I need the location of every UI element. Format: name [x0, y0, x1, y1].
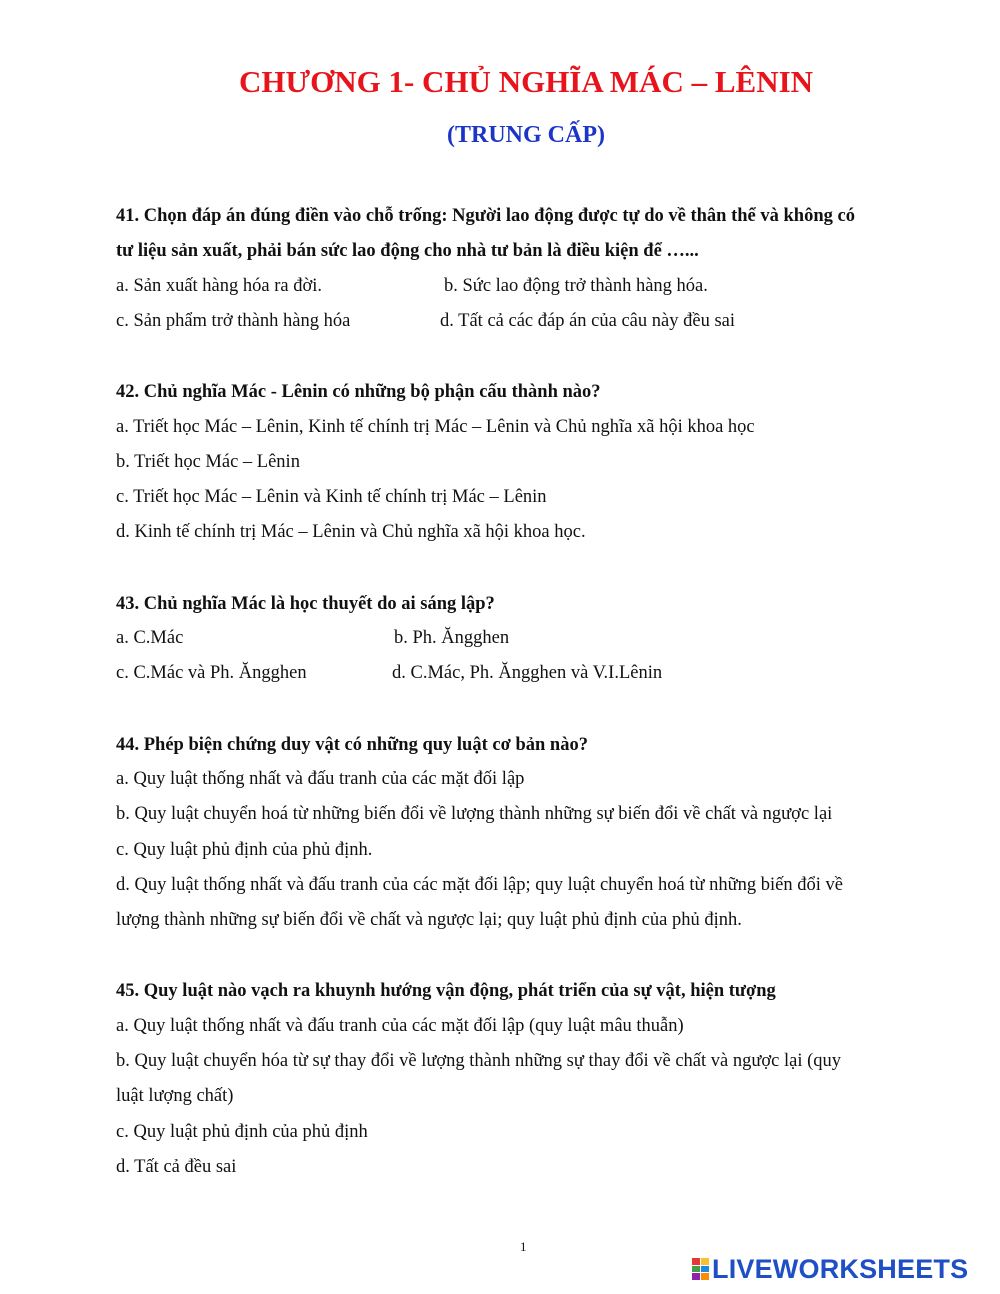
- question-45-option-c: c. Quy luật phủ định của phủ định: [116, 1122, 368, 1142]
- question-43-text: 43. Chủ nghĩa Mác là học thuyết do ai sáng lập?: [116, 594, 495, 614]
- logo-square: [692, 1273, 700, 1280]
- question-41-option-d: d. Tất cả các đáp án của câu này đều sai: [440, 311, 735, 331]
- question-43-option-c: c. C.Mác và Ph. Ăngghen: [116, 663, 307, 683]
- page-number: 1: [520, 1239, 527, 1254]
- question-43-option-b: b. Ph. Ăngghen: [394, 628, 510, 648]
- question-45-option-b: b. Quy luật chuyển hóa từ sự thay đổi về lượng thành những sự thay đổi về chất và ngược lại (quy: [116, 1051, 842, 1071]
- liveworksheets-logo-icon: [692, 1258, 709, 1280]
- question-44-option-b: b. Quy luật chuyển hoá từ những biến đổi về lượng thành những sự biến đổi về chất và ngược lại: [116, 804, 833, 824]
- liveworksheets-logo-text: LIVEWORKSHEETS: [712, 1253, 969, 1284]
- question-45-option-d: d. Tất cả đều sai: [116, 1157, 237, 1177]
- question-42-option-b: b. Triết học Mác – Lênin: [116, 452, 300, 472]
- question-44-option-c: c. Quy luật phủ định của phủ định.: [116, 840, 373, 860]
- question-44-option-a: a. Quy luật thống nhất và đấu tranh của các mặt đối lập: [116, 769, 525, 789]
- question-43-option-d: d. C.Mác, Ph. Ăngghen và V.I.Lênin: [392, 663, 663, 683]
- question-45-option-b-cont: luật lượng chất): [116, 1086, 234, 1106]
- question-44-option-d: d. Quy luật thống nhất và đấu tranh của các mặt đối lập; quy luật chuyển hoá từ những biến đổi về: [116, 875, 843, 895]
- logo-square: [701, 1266, 709, 1273]
- question-41-line-2: tư liệu sản xuất, phải bán sức lao động cho nhà tư bản là điều kiện để …...: [116, 241, 699, 261]
- logo-square: [701, 1258, 709, 1265]
- question-42-text: 42. Chủ nghĩa Mác - Lênin có những bộ phận cấu thành nào?: [116, 382, 601, 402]
- question-45-text: 45. Quy luật nào vạch ra khuynh hướng vận động, phát triển của sự vật, hiện tượng: [116, 981, 776, 1001]
- logo-square: [692, 1258, 700, 1265]
- logo-square: [692, 1266, 700, 1273]
- logo-square: [701, 1273, 709, 1280]
- question-44-option-d-cont: lượng thành những sự biến đổi về chất và ngược lại; quy luật phủ định của phủ định.: [116, 910, 742, 930]
- chapter-subtitle: (TRUNG CẤP): [447, 122, 605, 148]
- liveworksheets-logo[interactable]: [692, 1254, 968, 1284]
- question-43-option-a: a. C.Mác: [116, 628, 184, 648]
- question-44-text: 44. Phép biện chứng duy vật có những quy luật cơ bản nào?: [116, 735, 588, 755]
- question-41-option-a: a. Sản xuất hàng hóa ra đời.: [116, 276, 323, 296]
- question-42-option-c: c. Triết học Mác – Lênin và Kinh tế chính trị Mác – Lênin: [116, 487, 547, 507]
- question-42-option-a: a. Triết học Mác – Lênin, Kinh tế chính trị Mác – Lênin và Chủ nghĩa xã hội khoa học: [116, 417, 755, 437]
- question-42-option-d: d. Kinh tế chính trị Mác – Lênin và Chủ nghĩa xã hội khoa học.: [116, 522, 586, 542]
- question-41-option-b: b. Sức lao động trở thành hàng hóa.: [444, 276, 708, 296]
- chapter-title: CHƯƠNG 1- CHỦ NGHĨA MÁC – LÊNIN: [238, 64, 814, 99]
- question-41-line-1: 41. Chọn đáp án đúng điền vào chỗ trống: Người lao động được tự do về thân thể và không có: [116, 206, 855, 226]
- question-45-option-a: a. Quy luật thống nhất và đấu tranh của các mặt đối lập (quy luật mâu thuẫn): [116, 1016, 684, 1036]
- question-41-option-c: c. Sản phẩm trở thành hàng hóa: [116, 311, 351, 331]
